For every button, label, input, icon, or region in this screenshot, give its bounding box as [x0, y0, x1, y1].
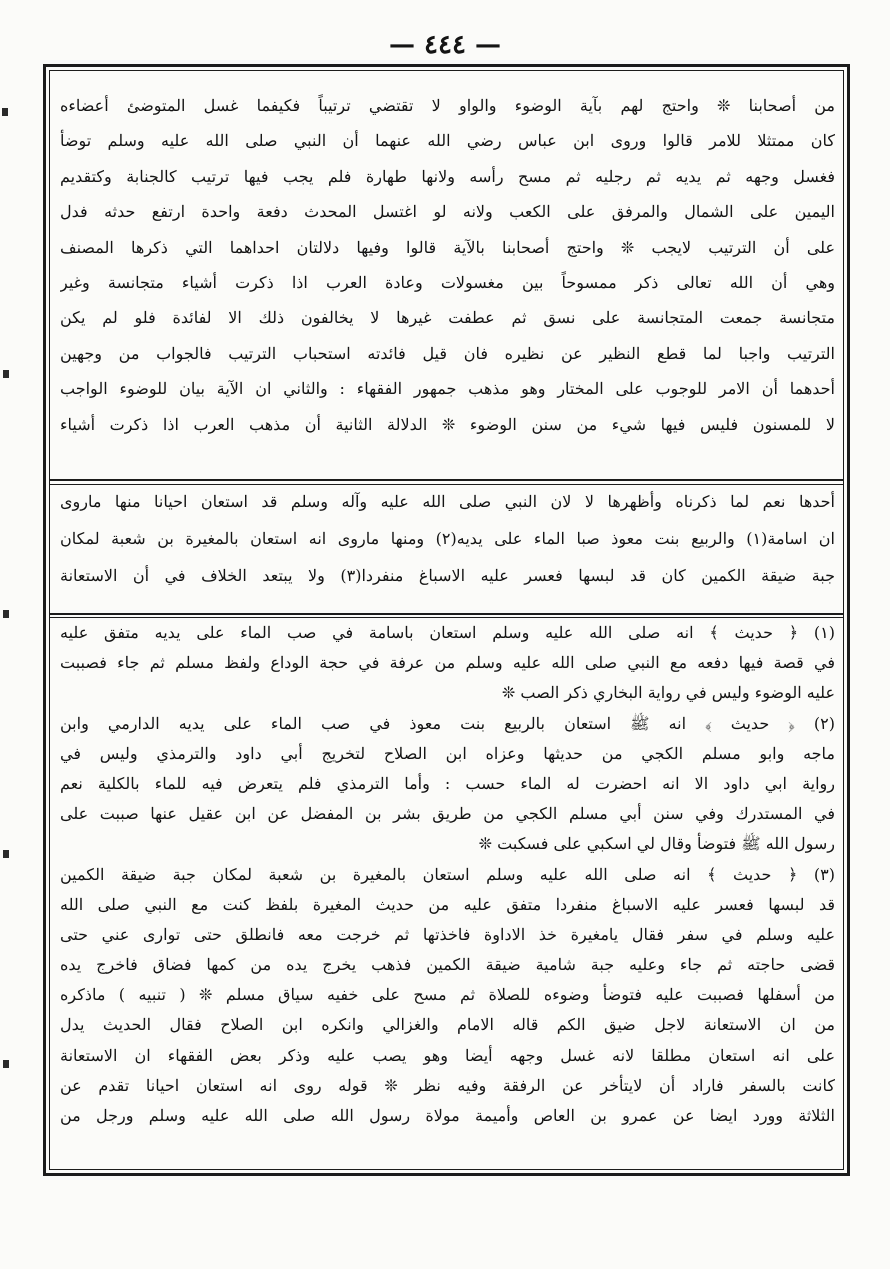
text-line: اليمين على الشمال والمرفق على الكعب ولانه لو اغتسل المحدث دفعة واحدة ارتفع حدثه فدل	[60, 202, 835, 222]
text-line: كان ممتثلا للامر قالوا وروى ابن عباس رضي الله عنهما أن النبي صلى الله عليه وسلم توضأ	[60, 131, 835, 151]
text-line: وهي أن الله تعالى ذكر ممسوحاً بين مغسولات وعادة العرب اذا ذكرت أشياء متجانسة وغير	[60, 272, 835, 292]
margin-mark	[3, 370, 9, 378]
footnote-line: رسول الله ﷺ فتوضأ وقال لي اسكبي على فسكبت ❊	[478, 834, 835, 854]
text-line: جبة ضيقة الكمين كان قد لبسها فعسر عليه الاسباغ منفردا(٣) ولا يبتعد الخلاف في أن الاستعانة	[60, 566, 835, 585]
footnote-line: رواية ابي داود الا انه احضرت له الماء حسب : وأما الترمذي فلم يتعرض فيه للماء بالكلية نعم	[60, 773, 835, 793]
footnote-line: كانت بالسفر فاراد أن لايتأخر عن الرفقة وفيه نظر ❊ قوله روى انه استعان احيانا تقدم عن	[60, 1075, 835, 1095]
footnotes-block	[60, 618, 835, 1131]
text-line: على أن الترتيب لايجب ❊ واحتج أصحابنا بالآية قالوا وفيها دلالتان احداهما التي ذكرها المصنف	[60, 237, 835, 257]
text-line: الترتيب واجبا لما قطع النظير عن نظيره فان قيل فائدته استحباب الترتيب فالجواب من وجهين	[60, 343, 835, 363]
text-line: من أصحابنا ❊ واحتج لهم بآية الوضوء والواو لا تقتضي ترتيباً فكيفما غسل المتوضئ أعضاءه	[60, 96, 835, 115]
footnote-line: عليه الوضوء وليس في رواية البخاري ذكر الصب ❊	[501, 683, 835, 703]
commentary-block	[60, 483, 835, 594]
text-line: ان اسامة(١) والربيع بنت معوذ صبا الماء على يديه(٢) ومنها ماروى انه استعان بالمغيرة بن شعبة لمكان	[60, 529, 835, 548]
footnote-line: قد لبسها فعسر عليه الاسباغ منفردا متفق عليه من حديث المغيرة بلفظ كنت مع النبي صلى الله	[60, 894, 835, 914]
footnote-line: في قصة فيها دفعه مع النبي صلى الله عليه وسلم من عرفة في حجة الوداع ولفظ مسلم ثم جاء فصببت	[60, 653, 835, 673]
footnote-line: الثلاثة وورد ايضا عن عمرو بن العاص وأميمة مولاة رسول الله صلى الله عليه وسلم ورجل من	[60, 1106, 835, 1125]
main-text-block	[60, 88, 835, 442]
footnote-line: على انه استعان مطلقا لانه غسل وجهه أيضا وهو يصب عليه وذكر بعض الفقهاء ان الاستعانة	[60, 1045, 835, 1065]
margin-mark	[2, 108, 8, 116]
footnote-line: (٢) ﴿ حديث ﴾ انه ﷺ استعان بالربيع بنت معوذ في صب الماء على يديه الدارمي وابن	[60, 713, 835, 733]
text-line: متجانسة جمعت المتجانسة على نسق ثم عطفت غيرها لا يخالفون ذلك الا لفائدة فلو لم يكن	[60, 308, 835, 328]
footnote-line: ماجه وابو مسلم الكجي من حديثها وعزاه ابن الصلاح لتخريج أبي داود والترمذي وليس في	[60, 743, 835, 763]
footnote-line: في المستدرك وفي سنن أبي مسلم الكجي من طريق بشر بن المفضل عن ابن عقيل عنها صببت على	[60, 804, 835, 824]
section-divider	[49, 613, 844, 615]
margin-mark	[3, 1060, 9, 1068]
text-line: أحدها نعم لما ذكرناه وأظهرها لا لان النبي صلى الله عليه وآله وسلم قد استعان احيانا منها ماروى	[60, 492, 835, 511]
section-divider	[49, 479, 844, 481]
footnote-line: (٣) ﴿ حديث ﴾ انه صلى الله عليه وسلم استعان بالمغيرة بن شعبة لمكان جبة ضيقة الكمين	[60, 864, 835, 884]
footnote-line: (١) ﴿ حديث ﴾ انه صلى الله عليه وسلم استعان باسامة في صب الماء على يديه متفق عليه	[60, 623, 835, 642]
margin-mark	[3, 610, 9, 618]
text-line: فغسل وجهه ثم يديه ثم رجليه ثم مسح رأسه ولانها طهارة فلم يجب فيها ترتيب كالجنابة وكتقديم	[60, 166, 835, 186]
footnote-line: من ان الاستعانة لاجل ضيق الكم قاله الامام والغزالي وانكره ابن الصلاح فقال الحديث يدل	[60, 1015, 835, 1035]
footnote-line: عليه وسلم في سفر فقال يامغيرة خذ الاداوة فاخذتها ثم خرجت معه فانطلق حتى توارى عني حتى	[60, 924, 835, 944]
footnote-line: من أسفلها فصببت عليه فتوضأ وضوءه للصلاة ثم مسح على خفيه سياق مسلم ❊ ( تنبيه ) ماذكره	[60, 985, 835, 1005]
page-number: — ٤٤٤ —	[388, 30, 502, 60]
text-line: أحدهما أن الامر للوجوب على المختار وهو مذهب جمهور الفقهاء : والثاني ان الآية بيان للوضوء الواجب	[60, 379, 835, 399]
text-line: لا للمسنون فليس فيها شيء من سنن الوضوء ❊ الدلالة الثانية أن مذهب العرب اذا ذكرت أشياء	[60, 414, 835, 434]
footnote-line: قضى حاجته ثم جاء وعليه جبة شامية ضيقة الكمين فذهب يخرج يده من كمها فضاق فاخرج يده	[60, 955, 835, 975]
margin-mark	[3, 850, 9, 858]
